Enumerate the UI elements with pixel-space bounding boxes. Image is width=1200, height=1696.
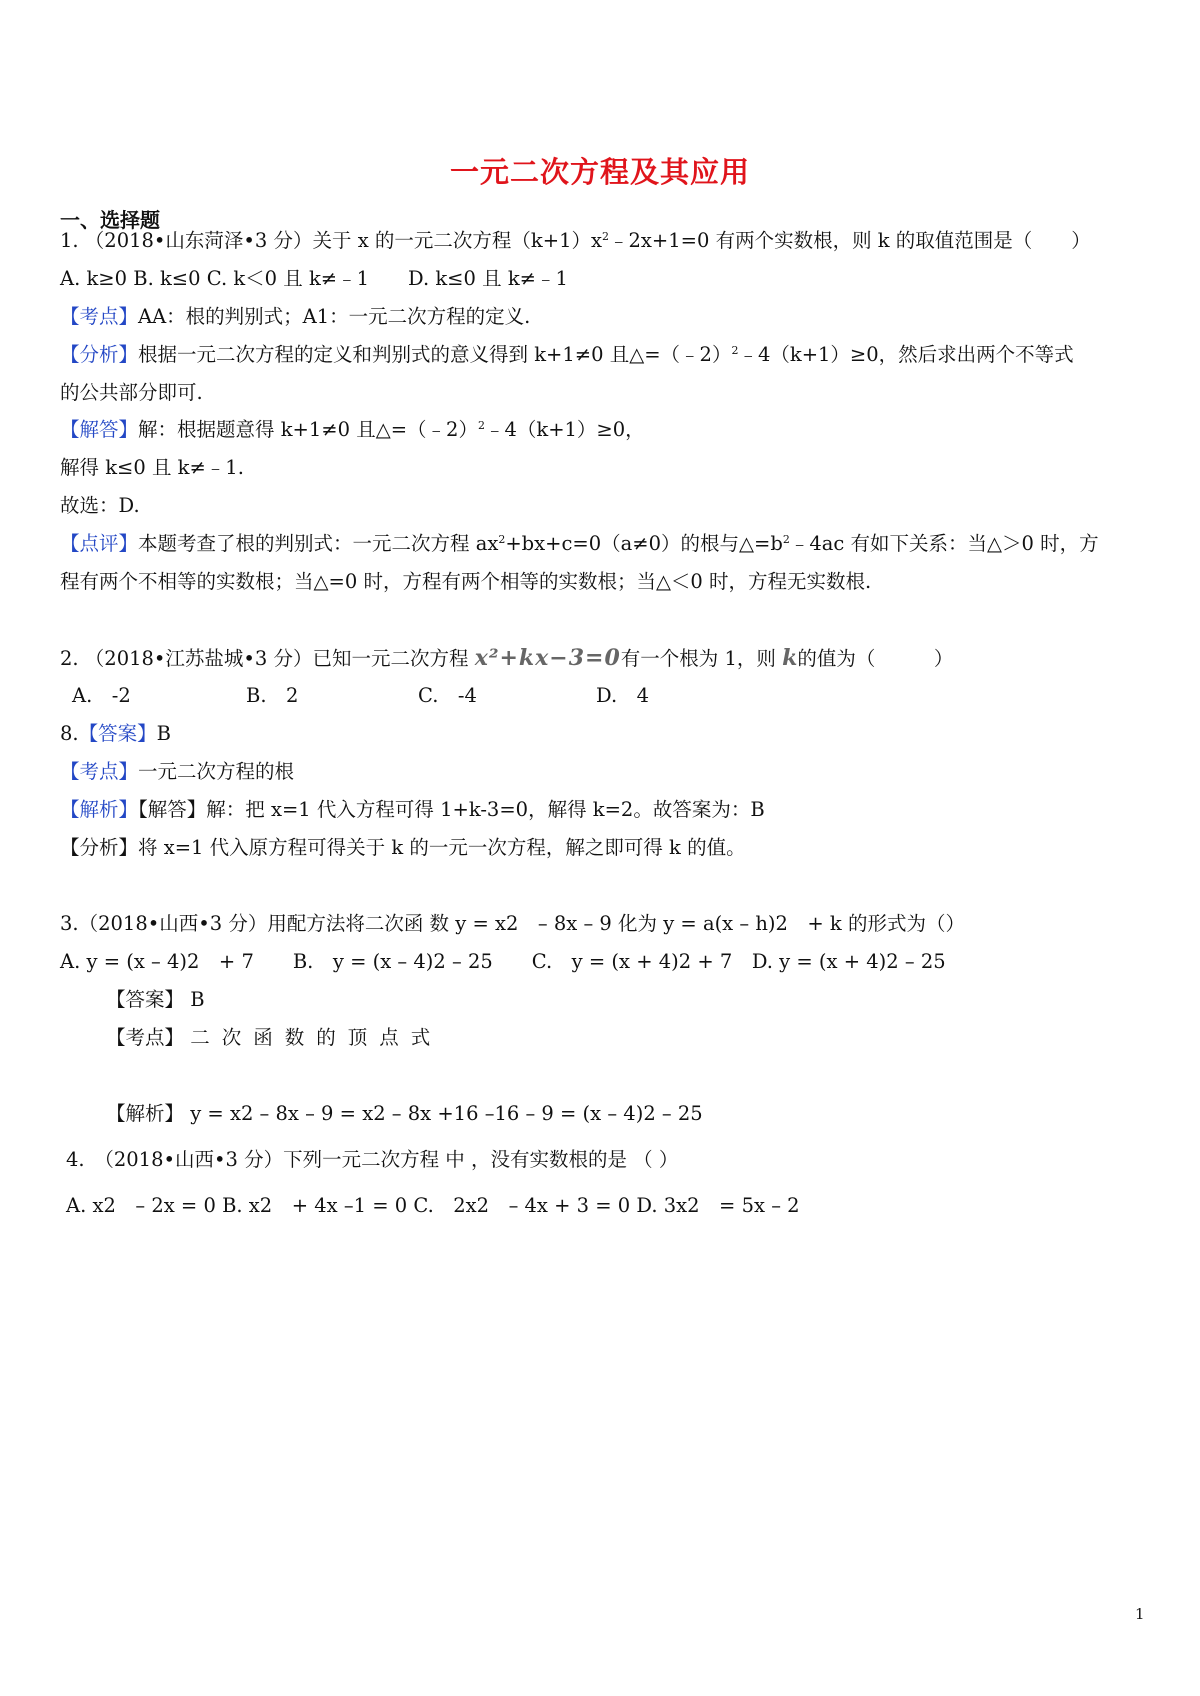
jieda-tag: 【解答】 xyxy=(60,418,139,441)
k-variable-image: k xyxy=(782,645,798,671)
q1-jieda: 【解答】解：根据题意得 k+1≠0 且△=（﹣2）$^2$﹣4（k+1）≥0， xyxy=(60,418,645,441)
q2-stem: 2. （2018•江苏盐城•3 分）已知一元二次方程 x²+kx−3=0有一个根为 1，则 k的值为（ ） xyxy=(60,638,1150,679)
q2-option-d: D. 4 xyxy=(596,684,650,707)
q1-fenxi-cont: 的公共部分即可. xyxy=(60,381,203,404)
q2-option-b: B. 2 xyxy=(246,684,299,707)
q2-answer: 8.【答案】B xyxy=(60,722,171,745)
q1-fenxi: 【分析】根据一元二次方程的定义和判别式的意义得到 k+1≠0 且△=（﹣2）$^2$﹣4（k+1）≥0，然后求出两个不等式 xyxy=(60,343,1074,366)
page-title: 一元二次方程及其应用 xyxy=(449,155,750,189)
q1-dianping: 【点评】本题考查了根的判别式：一元二次方程 $ax^2+bx+c=0(a\ne 0)$的根与$\triangle=b^2﹣4ac$ 有如下关系：当△＞0 时，方 xyxy=(60,532,1099,555)
q1-options: A. k≥0 B. k≤0 C. k＜0 且 k≠﹣1 D. k≤0 且 k≠﹣1 xyxy=(60,267,568,290)
q2-fenxi: 【分析】将 x=1 代入原方程可得关于 k 的一元一次方程，解之即可得 k 的值。 xyxy=(60,836,746,859)
q4-stem: 4. （2018•山西•3 分）下列一元二次方程 中 ，没有实数根的是 （ ） xyxy=(66,1148,679,1171)
jiexi-tag: 【解析】 xyxy=(60,798,139,821)
q2-option-a: A. -2 xyxy=(72,684,131,707)
q2-jiexi: 【解析】【解答】解：把 x=1 代入方程可得 1+k-3=0，解得 k=2。故答案为：B xyxy=(60,798,765,821)
section-heading: 一、选择题 xyxy=(60,208,160,232)
q3-jiexi: 【解析】 y = x2 – 8x – 9 = x2 – 8x +16 –16 – 9 = (x – 4)2 – 25 xyxy=(106,1102,703,1125)
fenxi-tag: 【分析】 xyxy=(60,343,139,366)
q3-answer: 【答案】 B xyxy=(106,988,205,1011)
q1-jieda-result: 解得 k≤0 且 k≠﹣1. xyxy=(60,456,244,479)
page-number: 1 xyxy=(1135,1605,1145,1623)
dianping-tag: 【点评】 xyxy=(60,532,139,555)
q4-options: A. x2 – 2x = 0 B. x2 + 4x –1 = 0 C. 2x2 – 4x + 3 = 0 D. 3x2 = 5x – 2 xyxy=(66,1194,800,1217)
q3-stem: 3.（2018•山西•3 分）用配方法将二次函 数 y = x2 – 8x – 9 化为 y = a(x – h)2 + k 的形式为（） xyxy=(60,912,965,935)
q1-choice: 故选：D. xyxy=(60,494,140,517)
kaodian-tag: 【考点】 xyxy=(60,305,139,328)
q2-option-c: C. -4 xyxy=(418,684,477,707)
q3-options: A. y = (x – 4)2 + 7 B. y = (x – 4)2 – 25 C. y = (x + 4)2 + 7 D. y = (x + 4)2 – 25 xyxy=(60,950,946,973)
q1-kaodian: 【考点】AA：根的判别式；A1：一元二次方程的定义. xyxy=(60,305,531,328)
equation-image: x²+kx−3=0 xyxy=(474,645,621,671)
q2-kaodian: 【考点】一元二次方程的根 xyxy=(60,760,295,783)
q3-kaodian: 【考点】 二次函数的顶点式 xyxy=(106,1026,443,1049)
q1-dianping-cont: 程有两个不相等的实数根；当△=0 时，方程有两个相等的实数根；当△＜0 时，方程无实数根. xyxy=(60,570,872,593)
answer-tag: 【答案】 xyxy=(78,722,157,745)
q1-stem: 1. （2018•山东菏泽•3 分）关于 x 的一元二次方程$(k+1)x^2﹣2x+1=0$ 有两个实数根，则 k 的取值范围是（ ） xyxy=(60,229,1091,252)
kaodian-tag: 【考点】 xyxy=(60,760,139,783)
